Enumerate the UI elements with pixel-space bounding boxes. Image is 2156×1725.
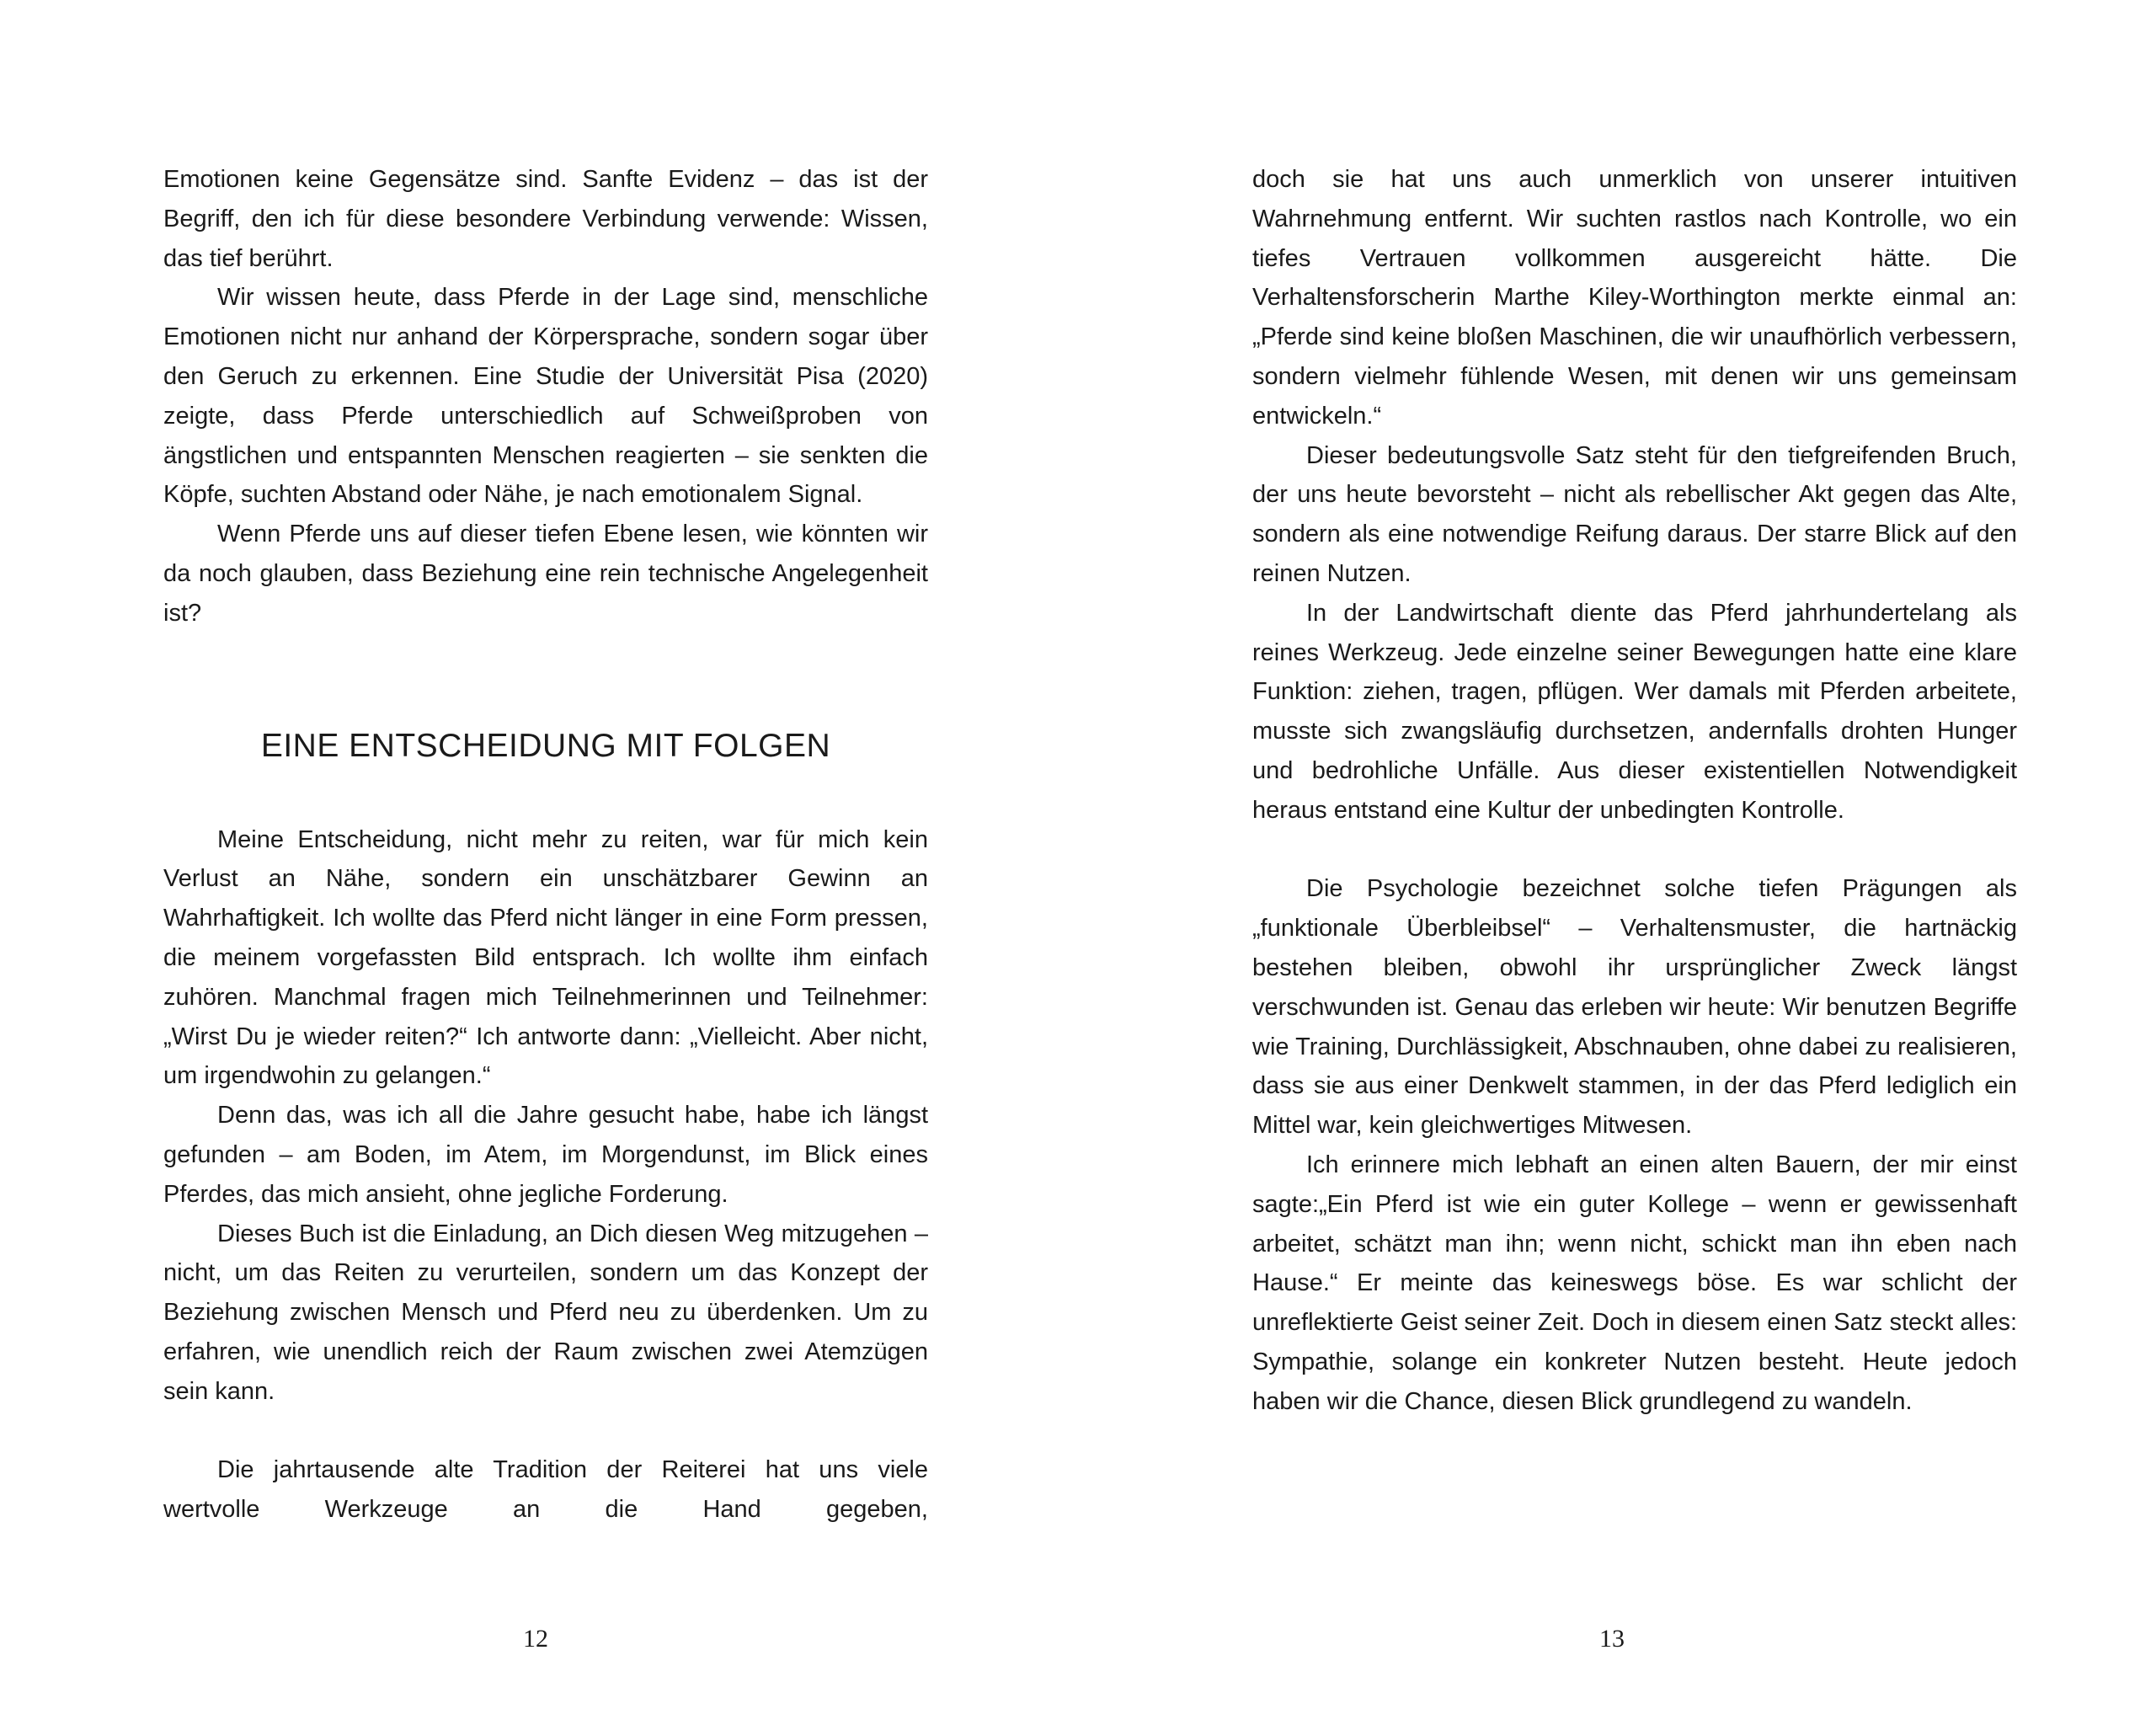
paragraph: Die jahrtausende alte Tradition der Reiterei hat uns viele wertvolle Werkzeuge an die Hand gegeben, — [163, 1456, 928, 1524]
page-number: 13 — [1599, 1625, 1625, 1653]
right-page-text — [1252, 160, 2017, 1422]
paragraph: Wenn Pferde uns auf dieser tiefen Ebene lesen, wie könnten wir da noch glauben, dass Beziehung eine rein technische Angelegenheit ist? — [163, 521, 928, 627]
right-page — [1078, 0, 2156, 1725]
paragraph: Die Psychologie bezeichnet solche tiefen Prägungen als „funktionale Überbleibsel“ – Verhaltensmuster, die hartnäckig bestehen bleiben, obwohl ihr ursprünglicher Zweck längst verschwunden ist. Genau das erleben wir heute: Wir benutzen Begriffe wie Training, Durchlässigkeit, Abschnauben, ohne dabei zu realisieren, dass sie aus einer Denkwelt stammen, in der das Pferd lediglich ein Mittel war, kein gleichwertiges Mitwesen. — [1252, 875, 2017, 1140]
paragraph: Meine Entscheidung, nicht mehr zu reiten, war für mich kein Verlust an Nähe, sondern ein unschätzbarer Gewinn an Wahrhaftigkeit. Ich wollte das Pferd nicht länger in eine Form pressen, die meinem vorgefassten Bild entsprach. Ich wollte ihm einfach zuhören. Manchmal fragen mich Teilnehmerinnen und Teilnehmer: „Wirst Du je wieder reiten?“ Ich antworte dann: „Vielleicht. Aber nicht, um irgendwohin zu gelangen.“ — [163, 825, 928, 1090]
paragraph: In der Landwirtschaft diente das Pferd jahrhundertelang als reines Werkzeug. Jede einzelne seiner Bewegungen hatte eine klare Funktion: ziehen, tragen, pflügen. Wer damals mit Pferden arbeitete, musste sich zwangsläufig durchsetzen, andernfalls drohten Hunger und bedrohliche Unfälle. Aus dieser existentiellen Notwendigkeit heraus entstand eine Kultur der unbedingten Kontrolle. — [1252, 599, 2017, 824]
chapter-heading: EINE ENTSCHEIDUNG MIT FOLGEN — [260, 727, 831, 764]
left-page-text — [163, 160, 928, 1530]
paragraph: Wir wissen heute, dass Pferde in der Lage sind, menschliche Emotionen nicht nur anhand der Körpersprache, sondern sogar über den Geruch zu erkennen. Eine Studie der Universität Pisa (2020) zeigte, dass Pferde unterschiedlich auf Schweißproben von ängstlichen und entspannten Menschen reagierten – sie senkten die Köpfe, suchten Abstand oder Nähe, je nach emotionalem Signal. — [163, 284, 928, 509]
paragraph: Dieser bedeutungsvolle Satz steht für den tiefgreifenden Bruch, der uns heute bevorsteht – nicht als rebellischer Akt gegen das Alte, sondern als eine notwendige Reifung daraus. Der starre Blick auf den reinen Nutzen. — [1252, 441, 2017, 587]
paragraph: Emotionen keine Gegensätze sind. Sanfte Evidenz – das ist der Begriff, den ich für diese besondere Verbindung verwende: Wissen, das tief berührt. — [163, 166, 928, 272]
paragraph: Ich erinnere mich lebhaft an einen alten Bauern, der mir einst sagte:„Ein Pferd ist wie ein guter Kollege – wenn er gewissenhaft arbeitet, schätzt man ihn; wenn nicht, schickt man ihn eben nach Hause.“ Er meinte das keineswegs böse. Es war schlicht der unreflektierte Geist seiner Zeit. Doch in diesem einen Satz steckt alles: Sympathie, solange ein konkreter Nutzen besteht. Heute jedoch haben wir die Chance, diesen Blick grundlegend zu wandeln. — [1252, 1151, 2017, 1415]
paragraph: doch sie hat uns auch unmerklich von unserer intuitiven Wahrnehmung entfernt. Wir suchten rastlos nach Kontrolle, wo ein tiefes Vertrauen vollkommen ausgereicht hätte. Die Verhaltensforscherin Marthe Kiley-Worthington merkte einmal an: „Pferde sind keine bloßen Maschinen, die wir unaufhörlich verbessern, sondern vielmehr fühlende Wesen, mit denen wir uns gemeinsam entwickeln.“ — [1252, 166, 2017, 430]
paragraph: Denn das, was ich all die Jahre gesucht habe, habe ich längst gefunden – am Boden, im Atem, im Morgendunst, im Blick eines Pferdes, das mich ansieht, ohne jegliche Forderung. — [163, 1102, 928, 1208]
paragraph: Dieses Buch ist die Einladung, an Dich diesen Weg mitzugehen – nicht, um das Reiten zu verurteilen, sondern um das Konzept der Beziehung zwischen Mensch und Pferd neu zu überdenken. Um zu erfahren, wie unendlich reich der Raum zwischen zwei Atemzügen sein kann. — [163, 1220, 928, 1405]
page-number: 12 — [523, 1625, 548, 1653]
